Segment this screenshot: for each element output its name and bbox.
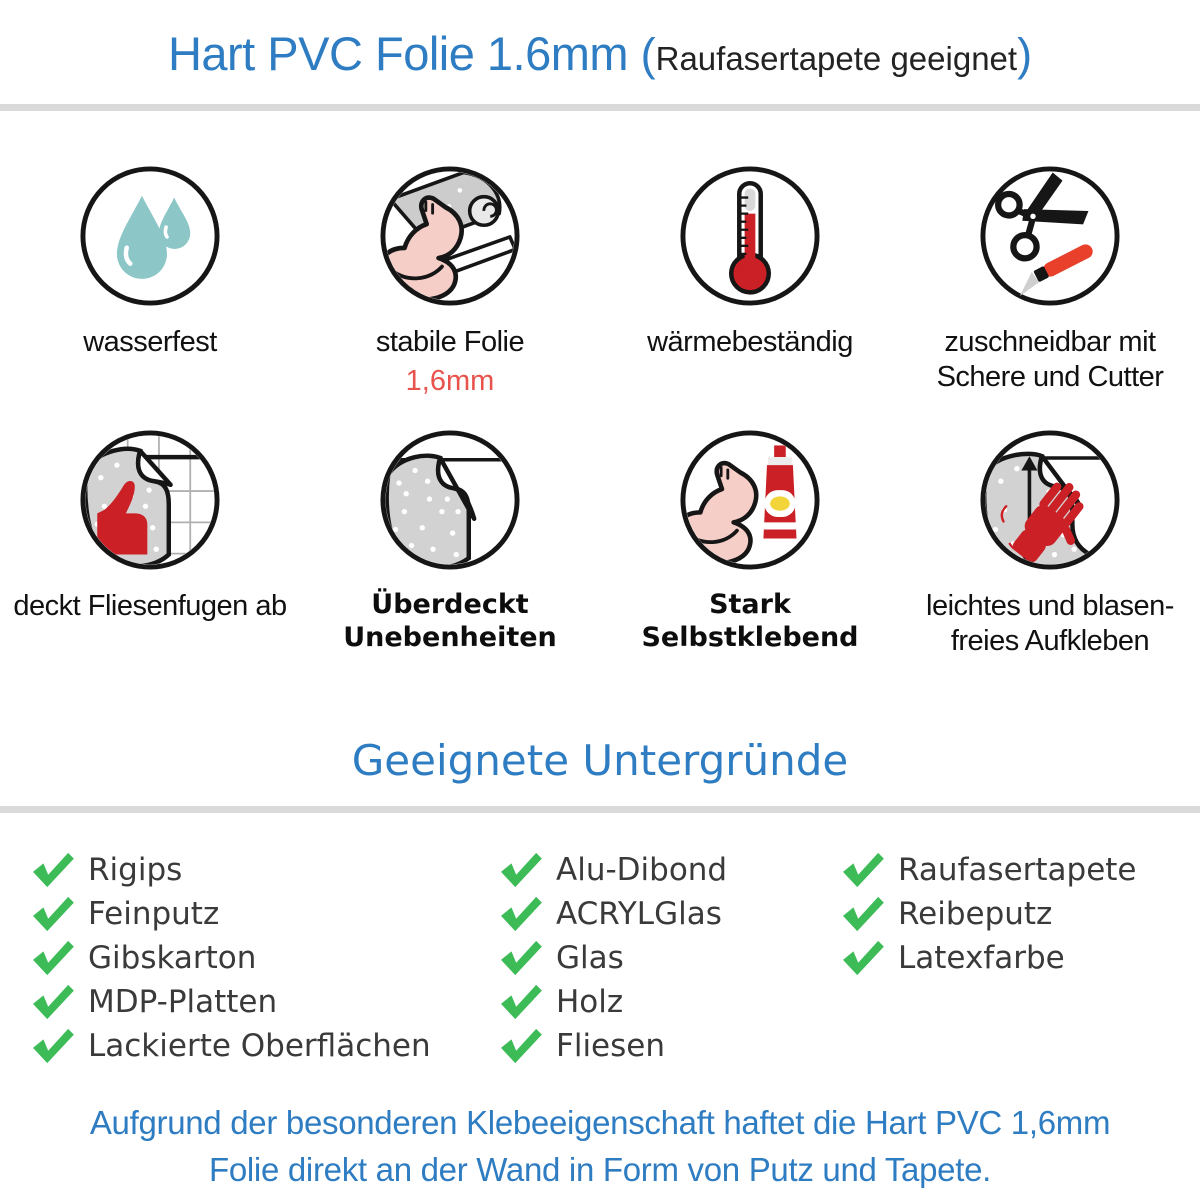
substrate-label: Alu-Dibond bbox=[556, 852, 728, 888]
feature-label: Überdeckt bbox=[371, 589, 529, 620]
feature-row-2 bbox=[0, 424, 1200, 660]
feature-fliesenfugen bbox=[0, 424, 300, 660]
checkmark-icon bbox=[30, 851, 74, 889]
substrate-label: Holz bbox=[556, 984, 624, 1020]
feature-label-line2: freies Aufkleben bbox=[950, 625, 1150, 658]
page-title-paren-text: Raufasertapete geeignet bbox=[655, 40, 1018, 77]
feature-label-line2: Schere und Cutter bbox=[936, 361, 1164, 394]
list-item bbox=[30, 1024, 431, 1068]
substrate-column-2 bbox=[498, 848, 727, 1068]
feature-row-1 bbox=[0, 160, 1200, 398]
feature-label: deckt Fliesenfugen ab bbox=[13, 590, 287, 622]
feature-waermebestaendig bbox=[600, 160, 900, 398]
substrate-label: Fliesen bbox=[556, 1028, 665, 1064]
feature-sublabel-thickness: 1,6mm bbox=[405, 365, 495, 398]
substrate-label: Raufasertapete bbox=[898, 852, 1137, 888]
feature-label: wasserfest bbox=[83, 326, 217, 358]
list-item bbox=[840, 848, 1137, 892]
page-title bbox=[0, 26, 1200, 81]
water-drops-icon bbox=[74, 160, 226, 312]
feature-zuschneidbar bbox=[900, 160, 1200, 398]
feature-blasenfreies-aufkleben bbox=[900, 424, 1200, 660]
checkmark-icon bbox=[498, 1027, 542, 1065]
substrate-label: MDP-Platten bbox=[88, 984, 278, 1020]
divider-bar-top bbox=[0, 104, 1200, 111]
feature-label: stabile Folie bbox=[375, 326, 525, 358]
list-item bbox=[30, 892, 431, 936]
dotted-foil-fold-icon bbox=[374, 424, 526, 576]
substrate-column-3 bbox=[840, 848, 1137, 980]
muscle-arm-foil-roll-icon bbox=[374, 160, 526, 312]
checkmark-icon bbox=[30, 1027, 74, 1065]
substrates-heading: Geeignete Untergründe bbox=[351, 736, 849, 785]
checkmark-icon bbox=[840, 939, 884, 977]
thermometer-icon bbox=[674, 160, 826, 312]
feature-label-line2: Selbstklebend bbox=[641, 621, 859, 653]
list-item bbox=[30, 936, 431, 980]
checkmark-icon bbox=[30, 895, 74, 933]
substrate-label: Reibeputz bbox=[898, 896, 1053, 932]
checkmark-icon bbox=[498, 983, 542, 1021]
substrate-label: ACRYLGlas bbox=[556, 896, 722, 932]
substrate-label: Feinputz bbox=[88, 896, 220, 932]
substrate-label: Latexfarbe bbox=[898, 940, 1065, 976]
footer-note-line1: Aufgrund der besonderen Klebeeigenschaft haftet die Hart PVC 1,6mm bbox=[89, 1104, 1111, 1141]
list-item bbox=[498, 980, 727, 1024]
page-title-paren-close: ) bbox=[1017, 29, 1033, 80]
substrate-label: Lackierte Oberflächen bbox=[88, 1028, 431, 1064]
substrate-label: Glas bbox=[556, 940, 624, 976]
scissors-and-cutter-icon bbox=[974, 160, 1126, 312]
checkmark-icon bbox=[840, 895, 884, 933]
substrate-label: Rigips bbox=[88, 852, 183, 888]
page-title-main: Hart PVC Folie 1.6mm bbox=[167, 27, 641, 80]
checkmark-icon bbox=[498, 851, 542, 889]
footer-note bbox=[0, 1100, 1200, 1194]
feature-label: leichtes und blasen- bbox=[926, 590, 1174, 622]
thumb-up-tile-joints-icon bbox=[74, 424, 226, 576]
checkmark-icon bbox=[30, 939, 74, 977]
list-item bbox=[498, 848, 727, 892]
list-item bbox=[498, 1024, 727, 1068]
page-title-paren-open: ( bbox=[640, 29, 656, 80]
list-item bbox=[840, 936, 1137, 980]
list-item bbox=[498, 892, 727, 936]
hand-smoothing-foil-icon bbox=[974, 424, 1126, 576]
feature-label-line2: Unebenheiten bbox=[343, 621, 557, 653]
checkmark-icon bbox=[498, 895, 542, 933]
feature-label: Stark bbox=[709, 589, 791, 620]
feature-label: wärmebeständig bbox=[647, 326, 853, 358]
checkmark-icon bbox=[840, 851, 884, 889]
feature-stabile-folie bbox=[300, 160, 600, 398]
feature-ueberdeckt-unebenheiten bbox=[300, 424, 600, 660]
muscle-arm-glue-tube-icon bbox=[674, 424, 826, 576]
list-item bbox=[30, 980, 431, 1024]
feature-label: zuschneidbar mit bbox=[944, 326, 1156, 358]
substrate-label: Gibskarton bbox=[88, 940, 257, 976]
list-item bbox=[498, 936, 727, 980]
substrate-column-1 bbox=[30, 848, 431, 1068]
divider-bar-middle bbox=[0, 806, 1200, 813]
checkmark-icon bbox=[30, 983, 74, 1021]
list-item bbox=[840, 892, 1137, 936]
feature-stark-selbstklebend bbox=[600, 424, 900, 660]
checkmark-icon bbox=[498, 939, 542, 977]
feature-wasserfest bbox=[0, 160, 300, 398]
footer-note-line2: Folie direkt an der Wand in Form von Putz und Tapete. bbox=[208, 1150, 991, 1188]
list-item bbox=[30, 848, 431, 892]
